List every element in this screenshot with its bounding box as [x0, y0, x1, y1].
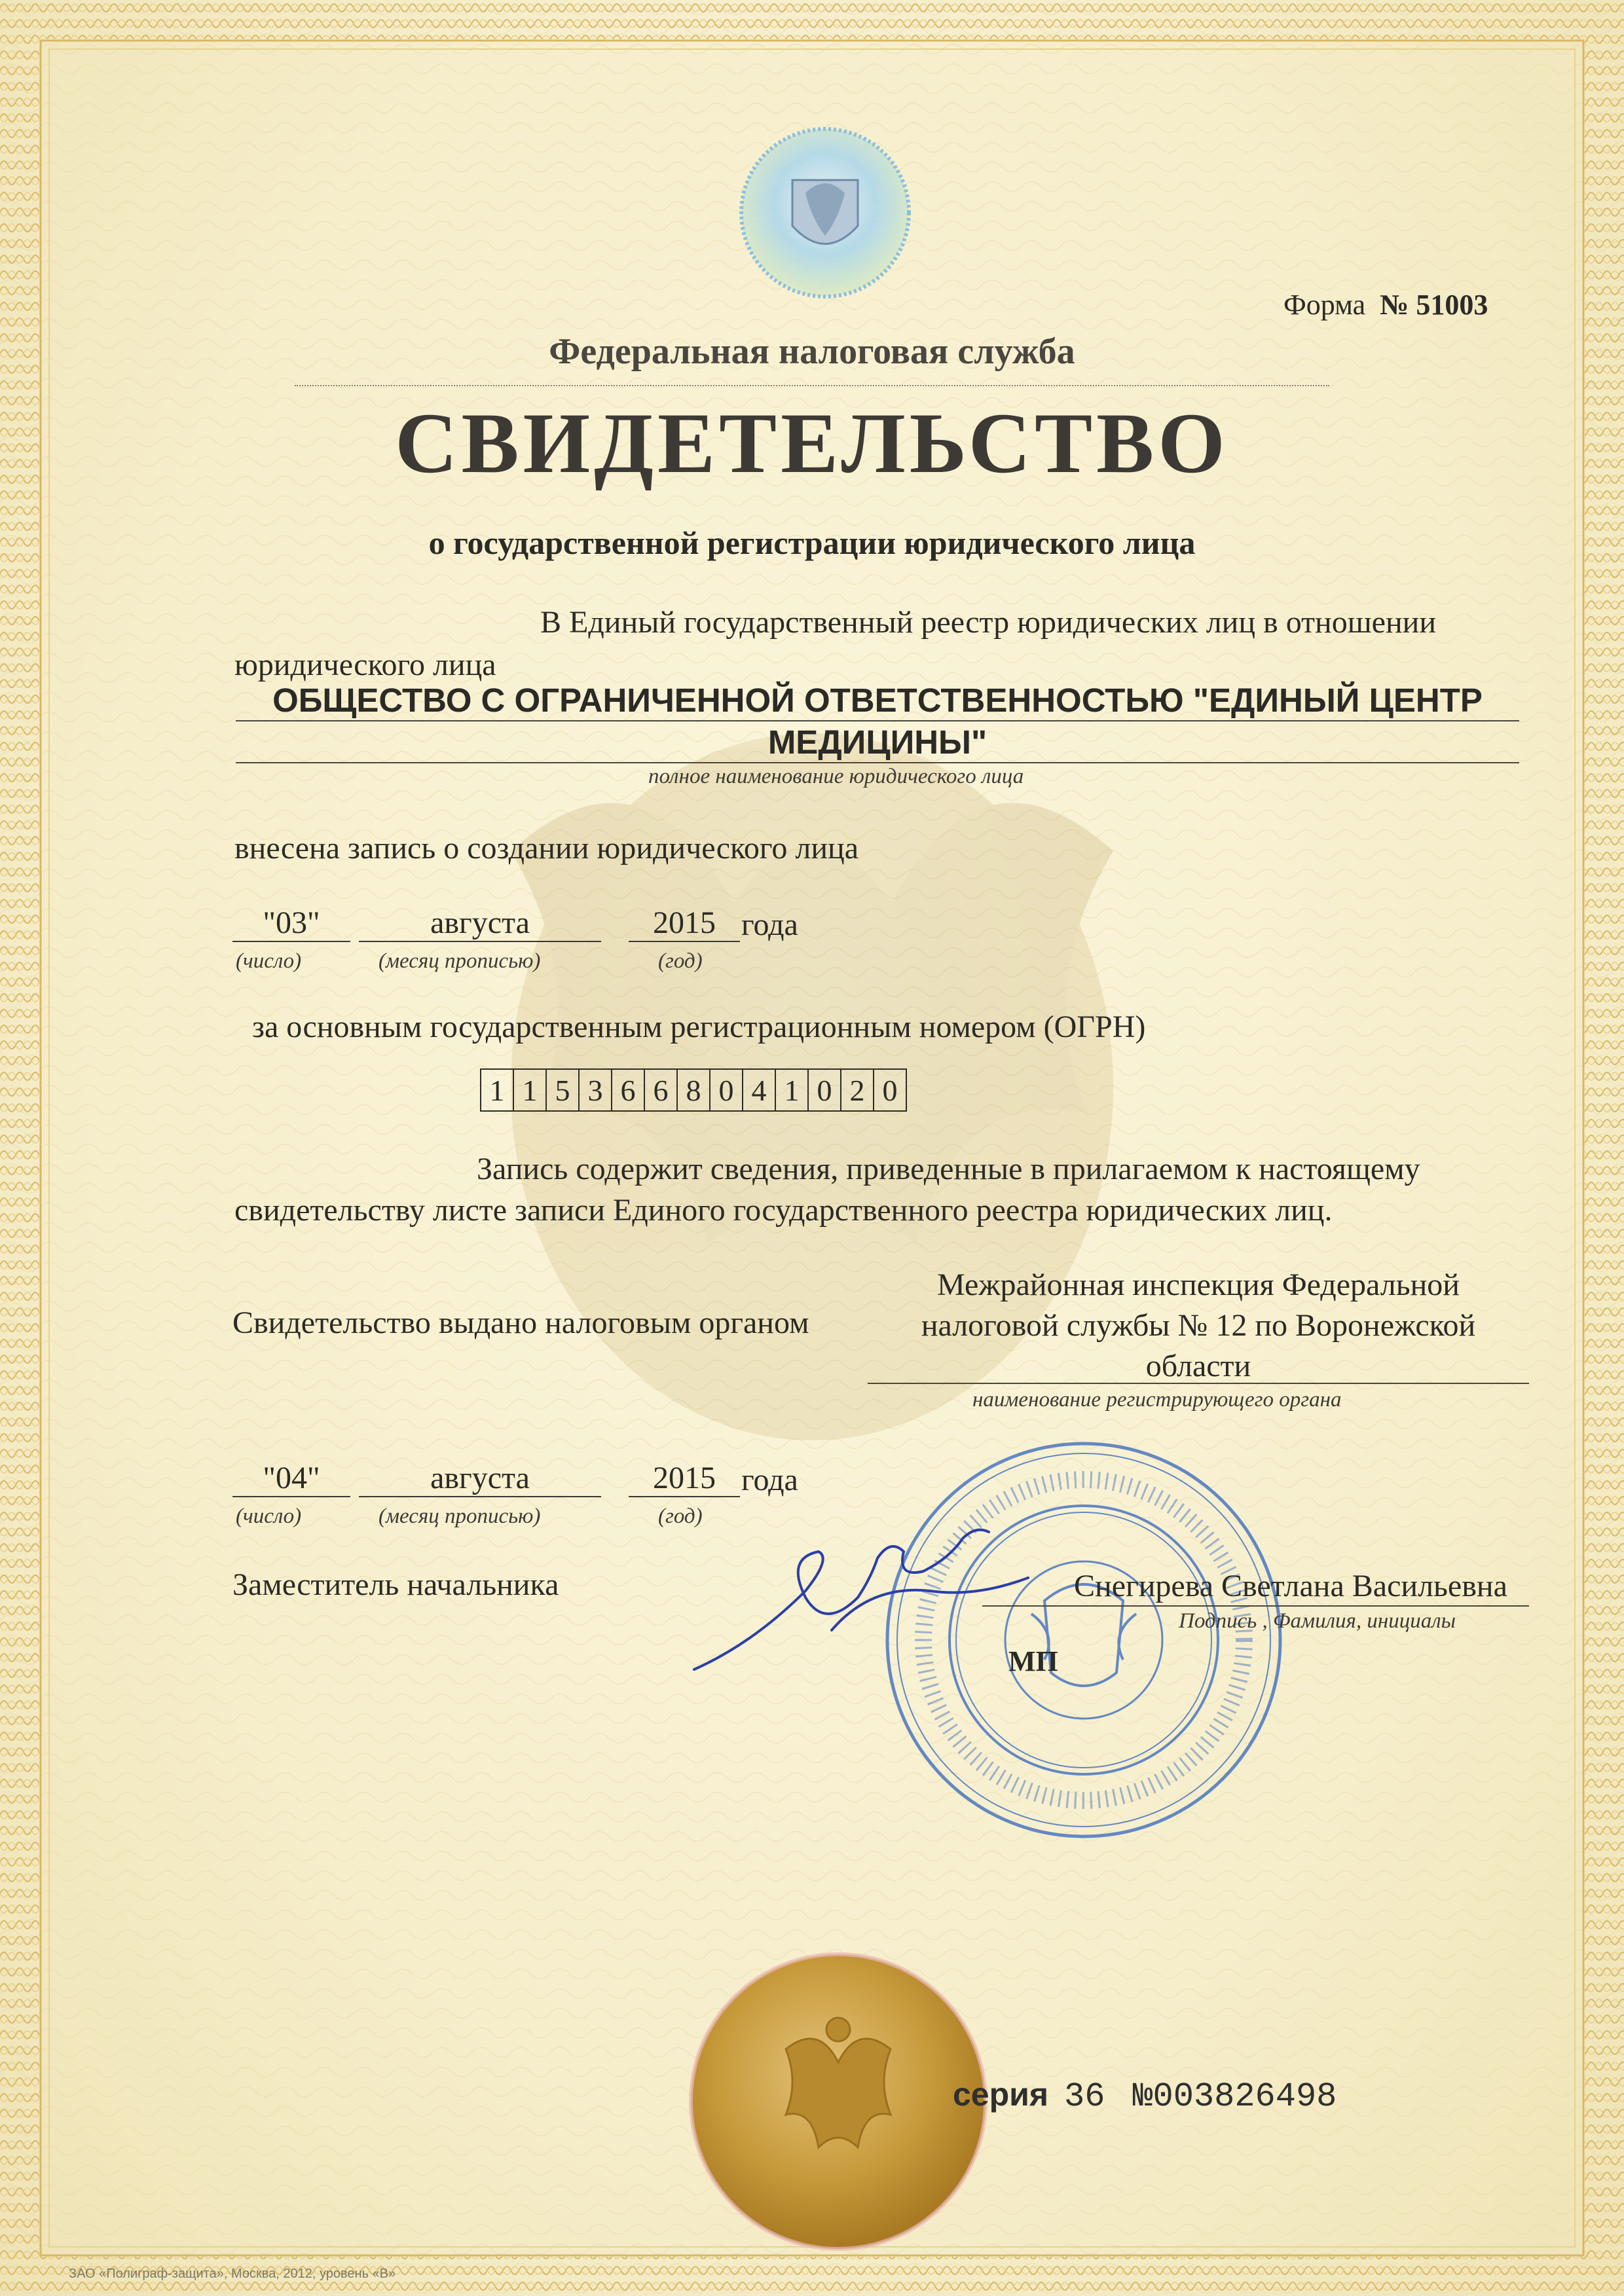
record-day-caption: (число)	[236, 949, 302, 973]
ogrn-digit: 0	[873, 1068, 907, 1112]
signatory-name: Снегирева Светлана Васильевна	[1074, 1569, 1507, 1603]
form-number-value: № 51003	[1380, 289, 1488, 321]
record-year-caption: (год)	[658, 949, 703, 973]
intro-line-1: В Единый государственный реестр юридических лиц в отношении	[540, 605, 1437, 640]
ogrn-digit: 2	[840, 1068, 874, 1112]
document-title: СВИДЕТЕЛЬСТВО	[395, 395, 1229, 491]
entity-name-underline-2	[236, 762, 1519, 763]
intro-line-2: юридического лица	[234, 647, 496, 682]
ogrn-digit: 0	[709, 1068, 743, 1112]
ogrn-digit: 1	[480, 1068, 514, 1112]
printer-footnote: ЗАО «Полиграф-защита», Москва, 2012, уровень «В»	[69, 2267, 396, 2281]
series-code: 36	[1063, 2077, 1105, 2116]
ogrn-digit: 8	[676, 1068, 710, 1112]
hologram-emblem-icon	[733, 121, 917, 304]
series-serial: №003826498	[1132, 2077, 1337, 2116]
record-statement: внесена запись о создании юридического лица	[234, 831, 859, 866]
ogrn-digit: 1	[775, 1068, 809, 1112]
issue-year: 2015	[629, 1460, 740, 1497]
gold-seal-icon	[688, 1951, 989, 2252]
record-day: "03"	[232, 905, 350, 942]
contents-line-1: Запись содержит сведения, приведенные в прилагаемом к настоящему	[477, 1152, 1420, 1186]
signatory-caption: Подпись , Фамилия, инициалы	[1179, 1609, 1456, 1633]
ogrn-digit: 3	[578, 1068, 612, 1112]
record-year: 2015	[629, 905, 740, 942]
issuer-name-line-1: Межрайонная инспекция Федеральной	[937, 1267, 1460, 1302]
series-label: серия	[953, 2076, 1049, 2113]
entity-name-caption: полное наименование юридического лица	[648, 765, 1024, 788]
issue-month-caption: (месяц прописью)	[378, 1504, 541, 1528]
agency-name: Федеральная налоговая служба	[549, 331, 1075, 372]
issuer-name-line-2: налоговой службы № 12 по Воронежской	[921, 1308, 1476, 1343]
ogrn-digit: 5	[545, 1068, 580, 1112]
contents-line-2: свидетельству листе записи Единого государственного реестра юридических лиц.	[234, 1193, 1333, 1228]
form-number	[1283, 288, 1488, 321]
record-year-suffix: года	[741, 907, 798, 942]
ogrn-digit: 0	[807, 1068, 841, 1112]
issuer-caption: наименование регистрирующего органа	[972, 1388, 1342, 1412]
stamp-place-label: МП	[1008, 1645, 1058, 1677]
issuer-underline	[868, 1383, 1529, 1384]
entity-name-underline-1	[236, 720, 1519, 721]
entity-name-line-2: МЕДИЦИНЫ"	[767, 723, 987, 761]
issue-month: августа	[359, 1460, 601, 1497]
entity-full-name	[236, 680, 1519, 763]
ogrn-digit: 6	[611, 1068, 645, 1112]
record-month-caption: (месяц прописью)	[378, 949, 541, 973]
entity-name-line-1: ОБЩЕСТВО С ОГРАНИЧЕННОЙ ОТВЕТСТВЕННОСТЬЮ "ЕДИНЫЙ ЦЕНТР	[272, 682, 1483, 719]
signatory-underline	[982, 1605, 1529, 1607]
ogrn-digit: 6	[644, 1068, 678, 1112]
record-month: августа	[359, 905, 601, 942]
issue-day-caption: (число)	[236, 1504, 302, 1528]
document-subtitle: о государственной регистрации юридического лица	[428, 524, 1196, 561]
issuer-label: Свидетельство выдано налоговым органом	[232, 1305, 809, 1340]
issue-year-suffix: года	[741, 1463, 798, 1497]
series-number	[953, 2075, 1337, 2116]
form-label: Форма	[1283, 289, 1366, 321]
issuer-name	[871, 1265, 1526, 1387]
issue-year-caption: (год)	[658, 1504, 703, 1528]
ogrn-digit: 1	[513, 1068, 547, 1112]
issue-day: "04"	[232, 1460, 350, 1497]
issuer-name-line-3: области	[1145, 1349, 1251, 1383]
ogrn-number-grid	[481, 1068, 907, 1112]
ogrn-label: за основным государственным регистрационным номером (ОГРН)	[252, 1010, 1146, 1044]
signatory-position: Заместитель начальника	[232, 1567, 559, 1602]
signature-icon	[674, 1499, 1041, 1696]
agency-divider	[295, 385, 1329, 386]
ogrn-digit: 4	[742, 1068, 776, 1112]
